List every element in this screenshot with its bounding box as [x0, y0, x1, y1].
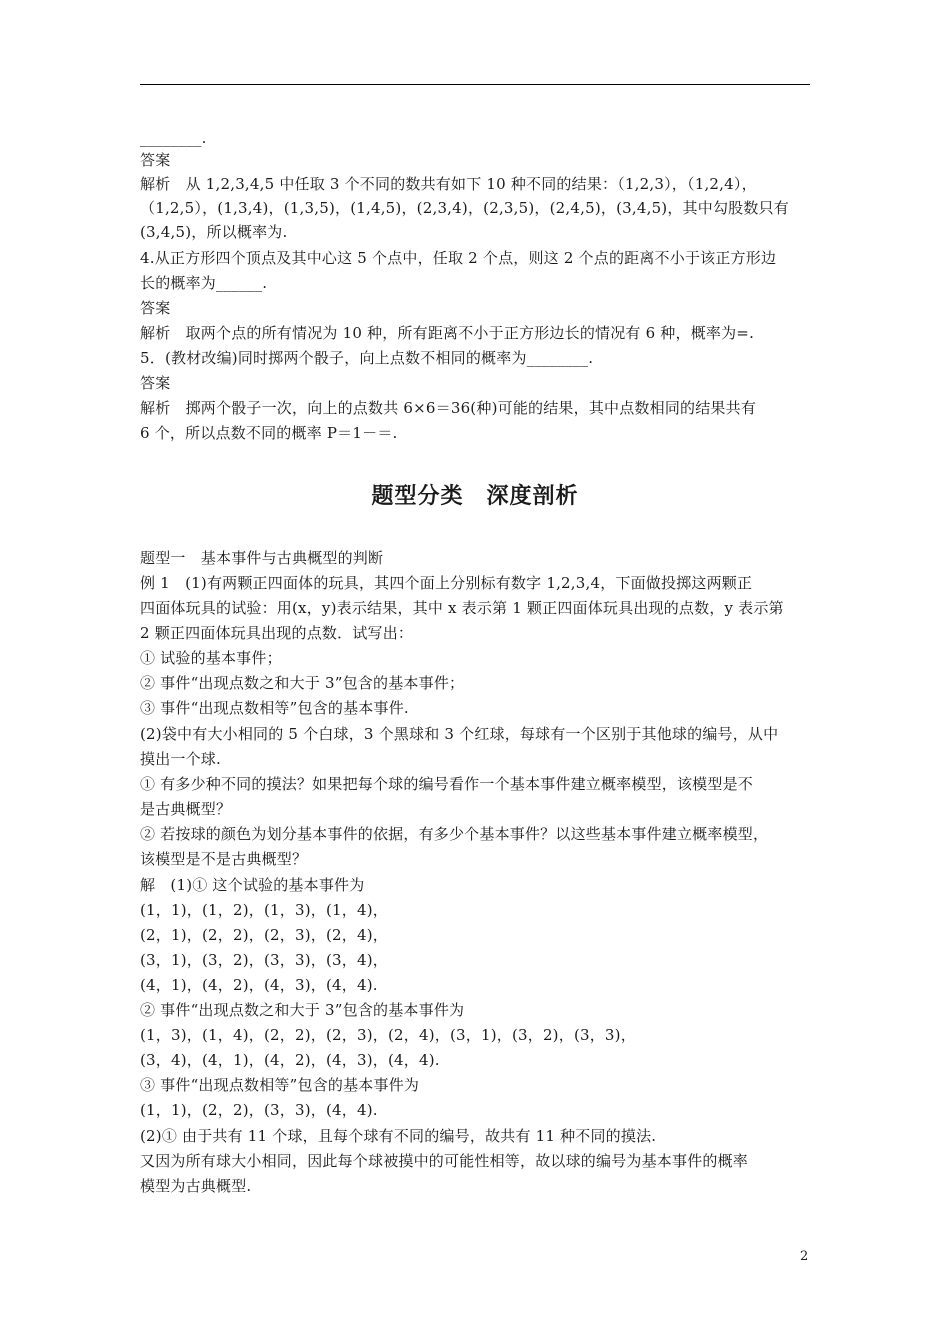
- example-line: 四面体玩具的试验：用(x，y)表示结果，其中 x 表示第 1 颗正四面体玩具出现的点数，y 表示第: [140, 599, 784, 617]
- solution-line: (3，4)，(4，1)，(4，2)，(4，3)，(4，4).: [140, 1051, 440, 1069]
- explanation-line: （1,2,5），(1,3,4)，(1,3,5)，(1,4,5)，(2,3,4)，(2,3,5)，(2,4,5)，(3,4,5)，其中勾股数只有: [140, 199, 789, 217]
- explanation-line: 解析 掷两个骰子一次，向上的点数共 6×6＝36(种)可能的结果，其中点数相同的结果共有: [140, 399, 757, 417]
- example-line: ② 若按球的颜色为划分基本事件的依据，有多少个基本事件？以这些基本事件建立概率模型，: [140, 825, 769, 843]
- solution-line: (1，1)，(1，2)，(1，3)，(1，4)，: [140, 901, 388, 919]
- solution-line: 解 (1)① 这个试验的基本事件为: [140, 876, 365, 894]
- example-line: 例 1 (1)有两颗正四面体的玩具，其四个面上分别标有数字 1,2,3,4，下面做投掷这两颗正: [140, 574, 753, 592]
- example-line: ③ 事件“出现点数相等”包含的基本事件.: [140, 699, 409, 717]
- solution-line: 又因为所有球大小相同，因此每个球被摸中的可能性相等，故以球的编号为基本事件的概率: [140, 1152, 749, 1170]
- explanation-line: 6 个，所以点数不同的概率 P＝1－＝.: [140, 424, 398, 442]
- solution-line: (2，1)，(2，2)，(2，3)，(2，4)，: [140, 926, 388, 944]
- example-line: (2)袋中有大小相同的 5 个白球，3 个黑球和 3 个红球，每球有一个区别于其他球的编号，从中: [140, 725, 779, 743]
- example-line: 是古典概型？: [140, 800, 232, 818]
- explanation-line: 解析 取两个点的所有情况为 10 种，所有距离不小于正方形边长的情况有 6 种，概率为=.: [140, 324, 755, 342]
- section-heading: 题型分类 深度剖析: [371, 484, 579, 509]
- solution-line: ② 事件“出现点数之和大于 3”包含的基本事件为: [140, 1001, 465, 1019]
- solution-line: ③ 事件“出现点数相等”包含的基本事件为: [140, 1076, 420, 1094]
- question-5-line: 5．(教材改编)同时掷两个骰子，向上点数不相同的概率为________.: [140, 349, 594, 367]
- example-line: 摸出一个球.: [140, 750, 221, 768]
- explanation-line: 解析 从 1,2,3,4,5 中任取 3 个不同的数共有如下 10 种不同的结果：（1,2,3），（1,2,4），: [140, 175, 757, 193]
- question-4-line: 4.从正方形四个顶点及其中心这 5 个点中，任取 2 个点，则这 2 个点的距离不小于该正方形边: [140, 249, 777, 267]
- question-4-line: 长的概率为______.: [140, 274, 268, 292]
- page-number: 2: [800, 1249, 809, 1264]
- solution-line: 模型为古典概型.: [140, 1177, 252, 1195]
- solution-line: (1，3)，(1，4)，(2，2)，(2，3)，(2，4)，(3，1)，(3，2)，(3，3)，: [140, 1026, 636, 1044]
- example-line: ① 有多少种不同的摸法？如果把每个球的编号看作一个基本事件建立概率模型，该模型是不: [140, 775, 753, 793]
- answer-label: 答案: [140, 374, 171, 392]
- example-line: ② 事件“出现点数之和大于 3”包含的基本事件；: [140, 674, 465, 692]
- solution-line: (3，1)，(3，2)，(3，3)，(3，4)，: [140, 951, 388, 969]
- answer-blank-line: ________.: [140, 129, 207, 147]
- solution-line: (4，1)，(4，2)，(4，3)，(4，4).: [140, 976, 378, 994]
- answer-label: 答案: [140, 299, 171, 317]
- example-line: 2 颗正四面体玩具出现的点数．试写出：: [140, 624, 414, 642]
- explanation-line: (3,4,5)，所以概率为.: [140, 223, 288, 241]
- topic-title: 题型一 基本事件与古典概型的判断: [140, 549, 384, 567]
- solution-line: (2)① 由于共有 11 个球，且每个球有不同的编号，故共有 11 种不同的摸法.: [140, 1127, 657, 1145]
- answer-label: 答案: [140, 151, 171, 169]
- example-line: 该模型是不是古典概型？: [140, 850, 308, 868]
- solution-line: (1，1)，(2，2)，(3，3)，(4，4).: [140, 1101, 378, 1119]
- example-line: ① 试验的基本事件；: [140, 649, 282, 667]
- header-rule: [140, 84, 810, 85]
